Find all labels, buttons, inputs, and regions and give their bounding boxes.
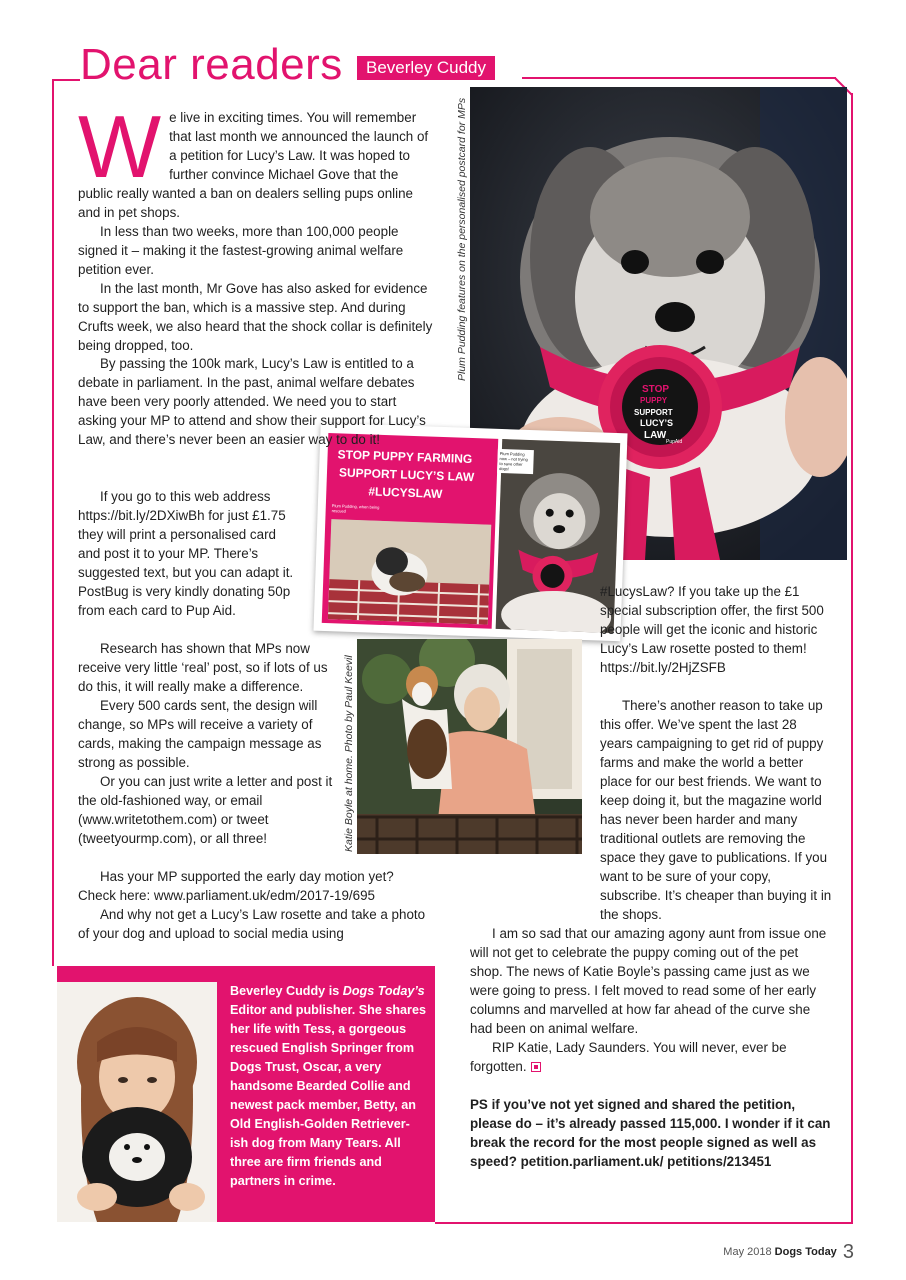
postcard-left-note: Plum Pudding, when being rescued — [331, 503, 380, 514]
katie-photo-caption: Katie Boyle at home. Photo by Paul Keevil — [343, 655, 355, 852]
rosette-text-2: PUPPY — [640, 396, 668, 405]
rosette-text-3: SUPPORT — [634, 408, 673, 417]
postcard-right-note: Plum Pudding now – not trying to save other dogs! — [497, 449, 534, 474]
article-paragraph: And why not get a Lucy’s Law rosette and take a photo of your dog and upload to social media using — [78, 907, 426, 941]
article-paragraph: e live in exciting times. You will remember that last month we announced the launch of a petition for Lucy’s Law. It was hoped to further convince Michael Gove that the public really wanted a ban on dealers selling pups online and in pet shops. — [78, 110, 429, 220]
postcard-hashtag: #LUCYSLAW — [368, 484, 443, 501]
katie-boyle-illustration — [357, 639, 582, 854]
article-paragraph: Research has shown that MPs now receive very little ‘real’ post, so if lots of us do this, it will really make a difference. — [78, 641, 328, 694]
dog-photo-caption: Plum Pudding features on the personalised postcard for MPs — [456, 97, 468, 381]
drop-cap: W — [78, 97, 162, 196]
bio-is: is — [325, 984, 343, 998]
rosette-text-1: STOP — [642, 384, 670, 395]
left-column-bottom — [78, 867, 434, 943]
article-paragraph: Or you can just write a letter and post it the old-fashioned way, or email (www.writetothem.com) or tweet (tweetyourmp.com), or all three! — [78, 774, 333, 846]
frame-line-left — [52, 79, 54, 966]
article-paragraph: Has your MP supported the early day motion yet? Check here: www.parliament.uk/edm/2017-19/695 — [78, 869, 394, 903]
frame-line-top-right — [522, 77, 836, 79]
frame-line-top-left — [52, 79, 80, 81]
frame-line-right — [851, 93, 853, 1224]
footer-date: May 2018 — [723, 1246, 772, 1258]
right-column-rest — [470, 924, 832, 1171]
editor-photo — [57, 982, 217, 1222]
article-paragraph: I am so sad that our amazing agony aunt from issue one will not get to celebrate the puppy coming out of the pet shop. The news of Katie Boyle’s passing came just as we were going to press. I felt moved to read some of her early columns and marvelled at how far ahead of the curve she had been on animal welfare. — [470, 926, 827, 1036]
editor-bio-text — [230, 982, 428, 1191]
rosette-brand: PupAid — [666, 439, 683, 445]
article-paragraph: In less than two weeks, more than 100,000 people signed it – making it the fastest-growing animal welfare petition ever. — [78, 224, 404, 277]
postcard-image — [313, 423, 627, 642]
page-number: 3 — [842, 1241, 854, 1263]
rosette-text-4: LUCY’S — [640, 418, 674, 428]
right-column-p1 — [600, 582, 832, 677]
footer-magazine: Dogs Today — [774, 1246, 837, 1258]
page-footer — [723, 1241, 854, 1264]
ps-paragraph: PS if you’ve not yet signed and shared the petition, please do – it’s already passed 115,000. I wonder if it can break the record for the most people signed as well as speed? petition.parliament.uk/ petitions/213451 — [470, 1097, 831, 1169]
end-mark-icon — [531, 1062, 541, 1072]
left-column-top — [78, 97, 434, 355]
article-paragraph: #LucysLaw? If you take up the £1 special subscription offer, the first 500 people will get the iconic and historic Lucy’s Law rosette posted to them! https://bit.ly/2HjZSFB — [600, 584, 824, 675]
rosette-text-5: LAW — [644, 430, 667, 441]
left-column-narrow-2 — [78, 487, 296, 620]
author-byline: Beverley Cuddy — [357, 56, 495, 80]
bio-name: Beverley Cuddy — [230, 984, 326, 998]
page-title: Dear readers — [80, 40, 343, 89]
article-paragraph: RIP Katie, Lady Saunders. You will never, ever be forgotten. — [470, 1040, 787, 1074]
postcard-headline-1: STOP PUPPY FARMING — [337, 447, 473, 467]
article-paragraph: Every 500 cards sent, the design will change, so MPs will receive a variety of cards, making the campaign message as strong as possible. — [78, 698, 322, 770]
editor-illustration — [57, 982, 217, 1222]
postcard-rescue-photo — [328, 519, 491, 625]
bio-magazine: Dogs Today’s — [342, 984, 425, 998]
article-paragraph: By passing the 100k mark, Lucy’s Law is entitled to a debate in parliament. In the past, animal welfare debates have been very poorly attended. We need you to start asking your MP to attend and show their support for Lucy’s Law, and there’s never been an easier way to do it! — [78, 356, 426, 447]
katie-boyle-photo — [357, 639, 582, 854]
closing-paragraph — [470, 1038, 832, 1076]
frame-line-bottom — [435, 1222, 853, 1224]
right-column-p2 — [600, 696, 832, 924]
article-paragraph: In the last month, Mr Gove has also asked for evidence to support the ban, which is a massive step. And during Crufts week, we also heard that the shock collar is definitely being dropped, too. — [78, 281, 433, 353]
article-paragraph: If you go to this web address https://bit.ly/2DXiwBh for just £1.75 they will print a personalised card and post it to your MP. There’s suggested text, but you can adapt it. PostBug is very kindly donating 50p from each card to Pup Aid. — [78, 489, 294, 618]
left-column-narrow-3 — [78, 639, 340, 848]
postcard-headline-2: SUPPORT LUCY’S LAW — [338, 465, 475, 485]
article-paragraph: There’s another reason to take up this offer. We’ve spent the last 28 years campaigning to get rid of puppy farms and make the world a better place for our best friends. We want to keep doing it, but the magazine world has never been harder and many traditional outlets are removing the space they gave to publications. If you want to be sure of your copy, subscribe. It’s cheaper than buying it in the shops. — [600, 698, 832, 922]
bio-rest: Editor and publisher. She shares her life with Tess, a gorgeous rescued English Springer from Dogs Trust, Oscar, a very handsome Bearded Collie and newest pack member, Betty, an Old English-Golden Retriever-ish dog from Many Tears. All three are firm friends and partners in crime. — [230, 1003, 426, 1188]
left-column-narrow-1 — [78, 354, 434, 449]
rescue-dog-illustration — [328, 519, 491, 625]
